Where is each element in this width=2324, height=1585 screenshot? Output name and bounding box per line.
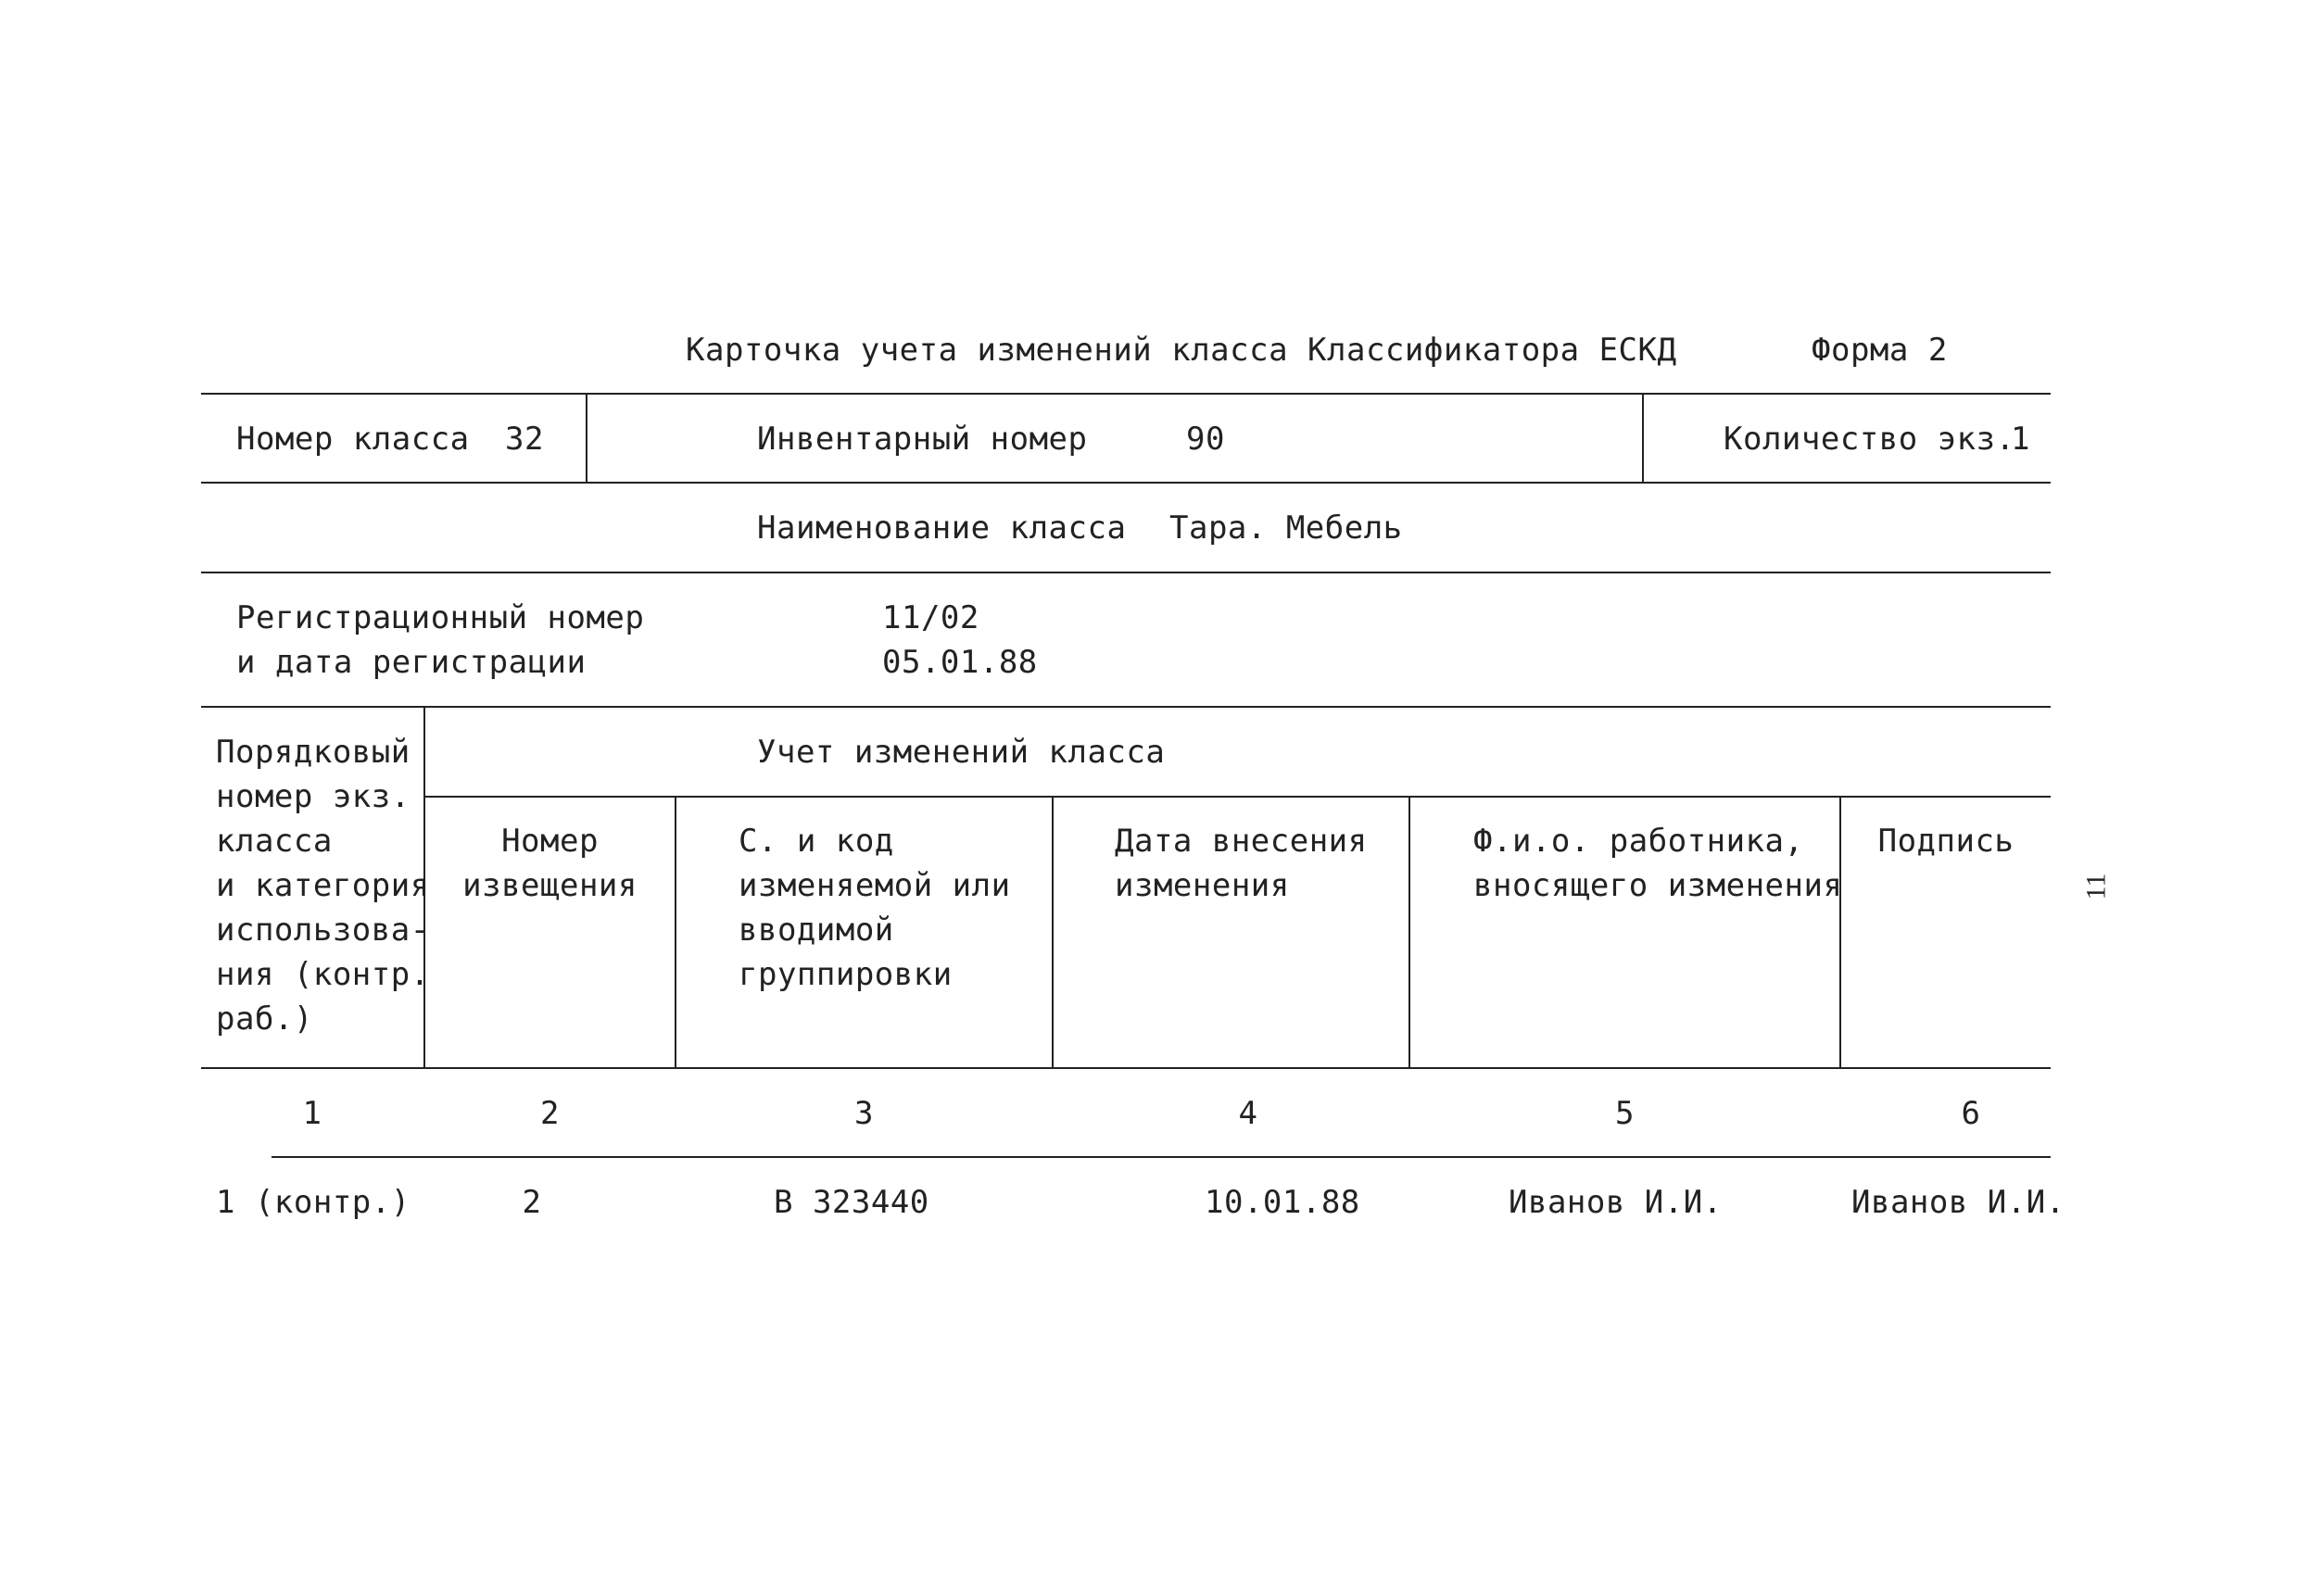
reg-number: 11/02 [882, 599, 979, 636]
column-number: 6 [1961, 1095, 1981, 1132]
inventory-label: Инвентарный номер [757, 421, 1088, 458]
col2-line: Номер [501, 823, 599, 860]
rule-v-col2 [675, 796, 676, 1069]
page-number: 11 [2080, 873, 2112, 900]
rule-v-classnum [586, 393, 587, 484]
col2-line: извещения [462, 867, 638, 904]
col5-line: вносящего изменения [1473, 867, 1843, 904]
rule-2 [201, 482, 2051, 484]
col1-line: ния (контр. [216, 956, 430, 993]
rule-numbers-bottom [272, 1156, 2051, 1158]
form-label: Форма 2 [1812, 332, 1948, 369]
col3-line: группировки [739, 956, 953, 993]
class-name-label: Наименование класса [757, 509, 1127, 547]
class-number-label: Номер класса [236, 421, 470, 458]
col5-line: Ф.и.о. работника, [1473, 823, 1804, 860]
col4-line: Дата внесения [1115, 823, 1368, 860]
cell-copy: 1 (контр.) [216, 1184, 410, 1221]
rule-header-bottom [201, 1067, 2051, 1069]
reg-label-2: и дата регистрации [236, 644, 587, 681]
col4-line: изменения [1115, 867, 1290, 904]
rule-v-col3 [1052, 796, 1054, 1069]
cell-signature: Иванов И.И. [1851, 1184, 2065, 1221]
column-number: 2 [540, 1095, 560, 1132]
column-number: 3 [854, 1095, 874, 1132]
col1-line: номер экз. [216, 778, 410, 815]
col1-line: Порядковый [216, 734, 410, 771]
copies-value: 1 [2011, 421, 2030, 458]
card-title: Карточка учета изменений класса Классификатора ЕСКД [686, 332, 1677, 369]
cell-worker: Иванов И.И. [1509, 1184, 1723, 1221]
copies-label: Количество экз. [1724, 421, 2015, 458]
inventory-value: 90 [1186, 421, 1225, 458]
cell-date: 10.01.88 [1205, 1184, 1360, 1221]
col1-line: использова- [216, 912, 430, 949]
cell-notice: 2 [522, 1184, 542, 1221]
col3-line: вводимой [739, 912, 894, 949]
column-number: 1 [302, 1095, 322, 1132]
col1-line: класса [216, 823, 333, 860]
column-number: 4 [1238, 1095, 1258, 1132]
reg-date: 05.01.88 [882, 644, 1038, 681]
col3-line: изменяемой или [739, 867, 1011, 904]
reg-label-1: Регистрационный номер [236, 599, 645, 636]
class-number-value: 32 [505, 421, 544, 458]
column-number: 5 [1615, 1095, 1635, 1132]
rule-v-copies [1642, 393, 1644, 484]
col1-line: раб.) [216, 1000, 313, 1038]
class-name-value: Тара. Мебель [1169, 509, 1403, 547]
col6-line: Подпись [1877, 823, 2015, 860]
cell-code: В 323440 [774, 1184, 929, 1221]
col3-line: С. и код [739, 823, 894, 860]
rule-v-col4 [1408, 796, 1410, 1069]
rule-4 [201, 706, 2051, 708]
group-header: Учет изменений класса [757, 734, 1166, 771]
col1-line: и категория [216, 867, 430, 904]
rule-3 [201, 572, 2051, 573]
rule-subheader [423, 796, 2051, 798]
rule-top [201, 393, 2051, 395]
